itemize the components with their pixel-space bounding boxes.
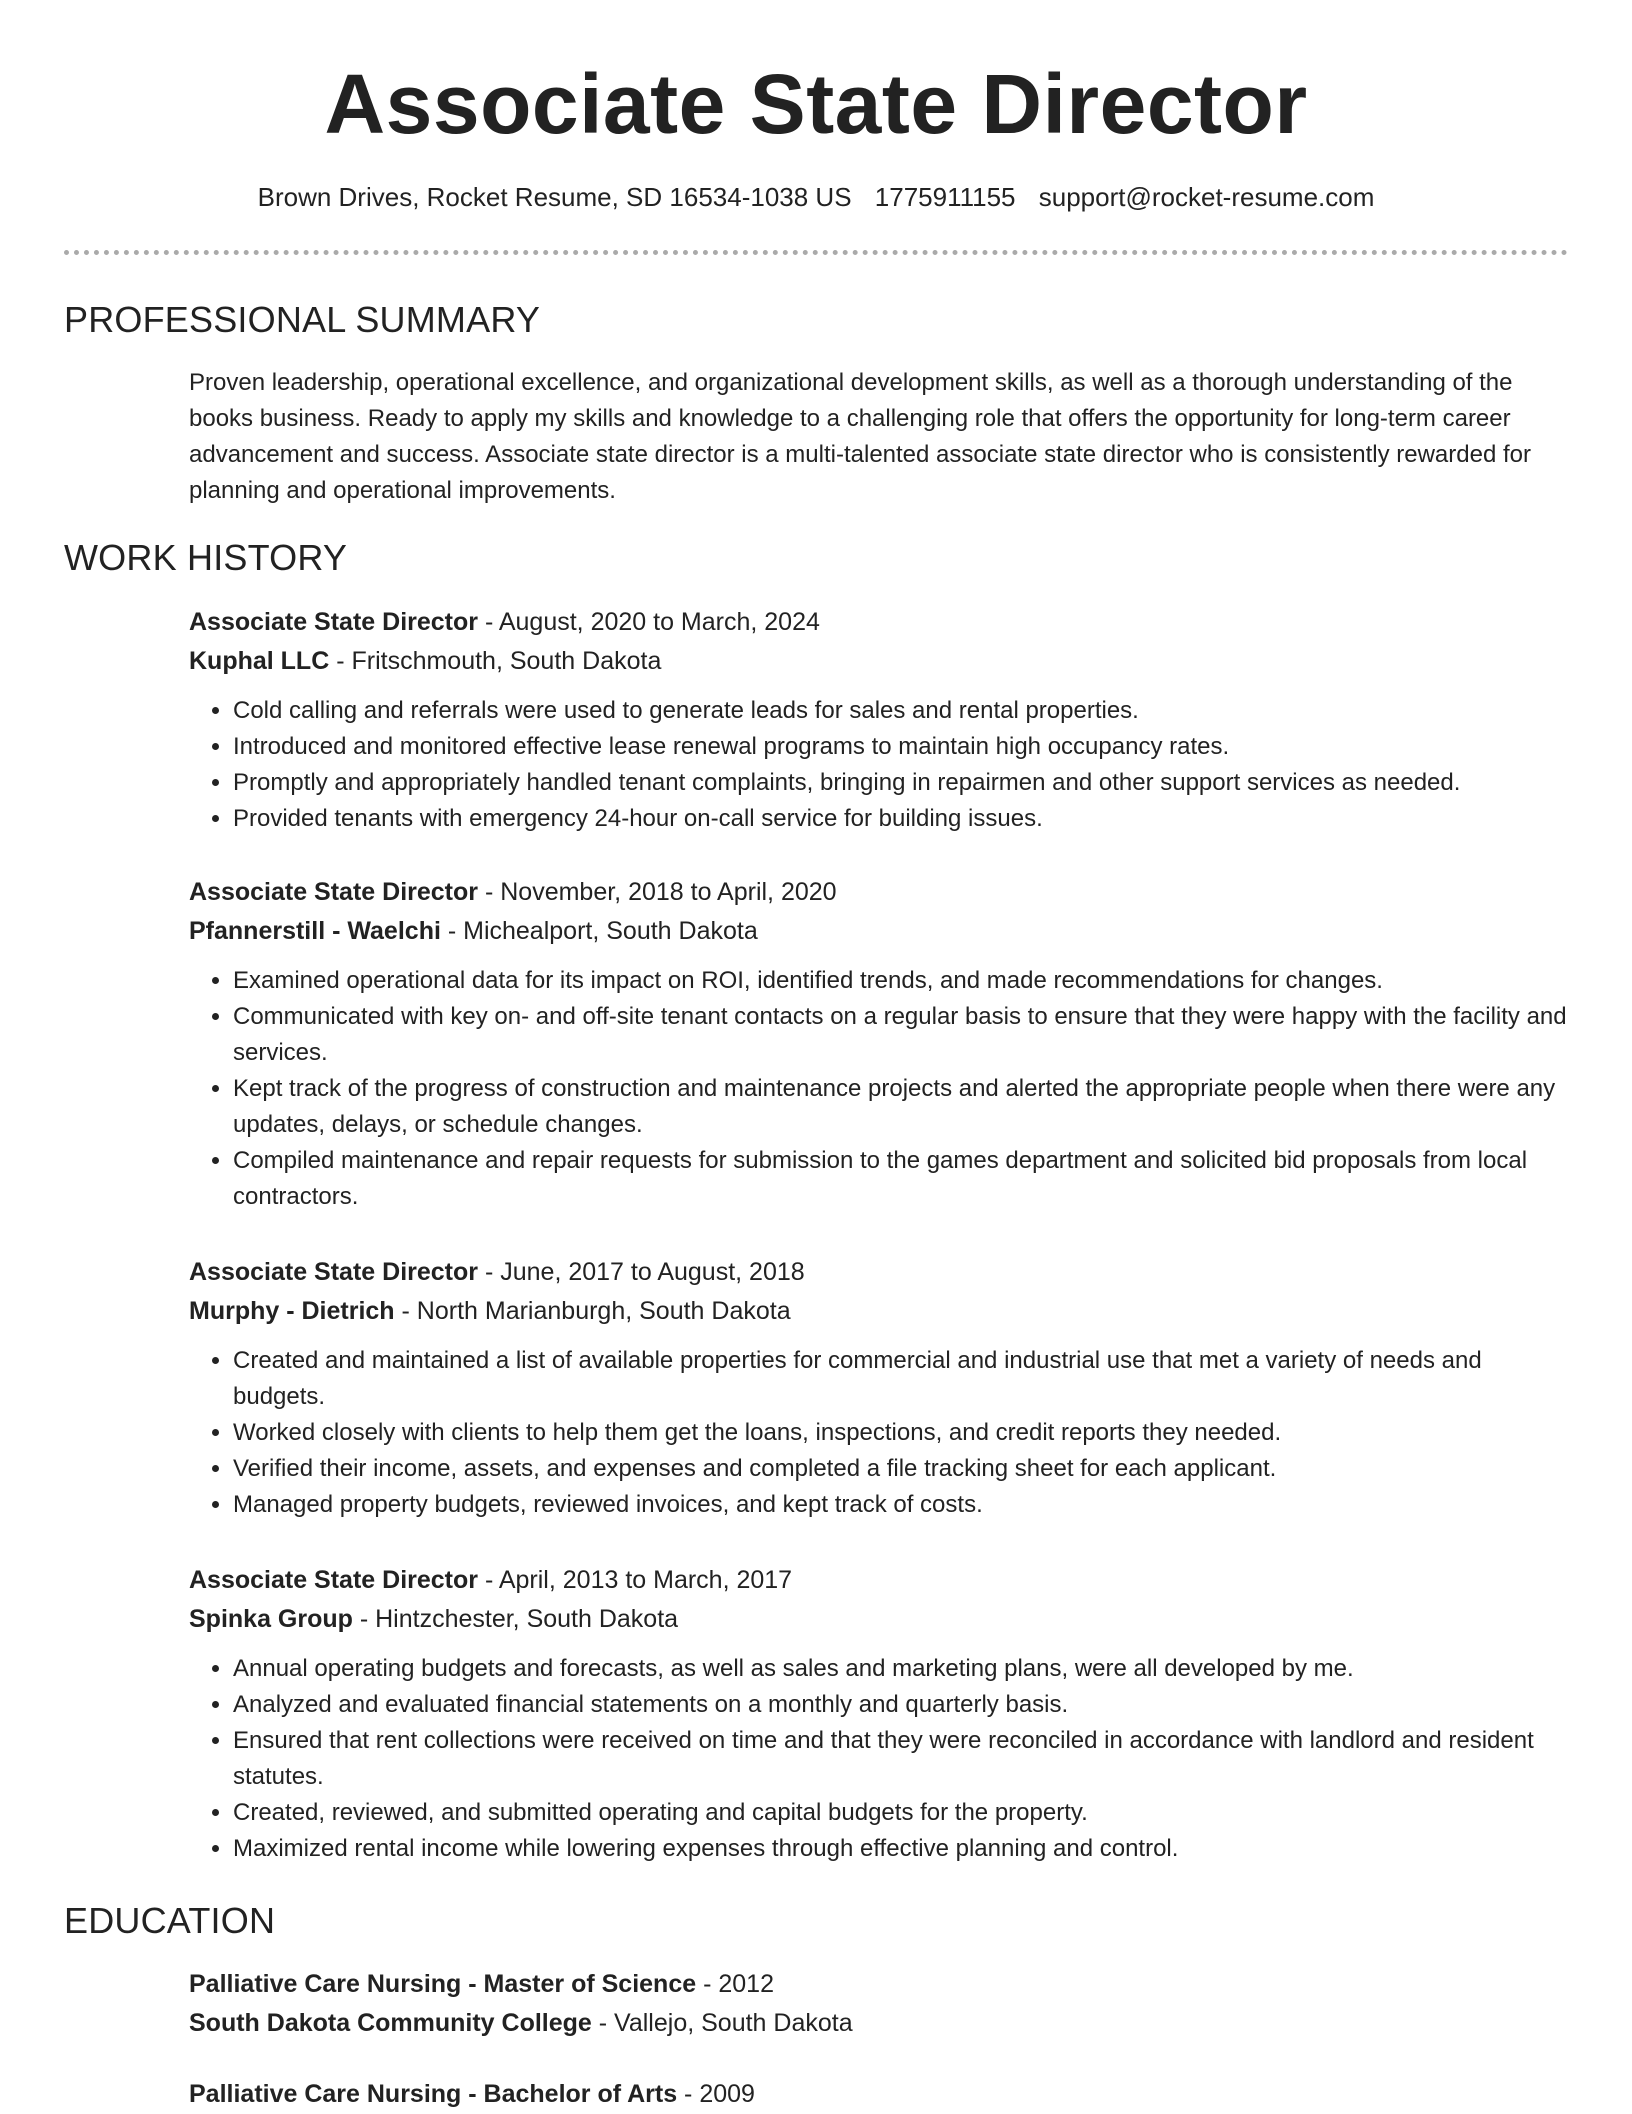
job-bullet: • Kept track of the progress of construction and maintenance projects and alerted the appropriate people when there were any updates, delays, or schedule changes. [233,1071,1568,1143]
job-entry [189,1561,1568,1867]
job-entry [189,873,1568,1215]
job-bullet: • Examined operational data for its impact on ROI, identified trends, and made recommendations for changes. [233,963,1568,999]
contact-line [64,180,1568,214]
education-entry [189,1965,1568,2043]
education-year: - 2009 [677,2080,755,2108]
job-location: - Hintzchester, South Dakota [352,1605,679,1633]
job-role: Associate State Director [189,1566,479,1594]
section-title-work-history: WORK HISTORY [64,537,348,578]
section-title-education: EDUCATION [64,1900,276,1941]
job-bullet: • Managed property budgets, reviewed invoices, and kept track of costs. [233,1487,1568,1523]
job-company-line [189,1600,1568,1639]
job-entry [189,603,1568,837]
job-bullets [189,1343,1568,1523]
job-bullet: • Compiled maintenance and repair requests for submission to the games department and solicited bid proposals from local contractors. [233,1143,1568,1215]
job-dates: - August, 2020 to March, 2024 [478,608,820,636]
job-bullet: • Created, reviewed, and submitted operating and capital budgets for the property. [233,1795,1568,1831]
education-entry [189,2075,1568,2114]
job-bullet: • Ensured that rent collections were received on time and that they were reconciled in accordance with landlord and resident statutes. [233,1723,1568,1795]
job-bullet: • Verified their income, assets, and expenses and completed a file tracking sheet for each applicant. [233,1451,1568,1487]
education-school: South Dakota Community College [189,2009,592,2037]
job-company: Murphy - Dietrich [189,1297,395,1325]
job-bullet: • Maximized rental income while lowering expenses through effective planning and control. [233,1831,1568,1867]
job-dates: - June, 2017 to August, 2018 [478,1258,805,1286]
job-bullet: • Created and maintained a list of available properties for commercial and industrial use that met a variety of needs and budgets. [233,1343,1568,1415]
section-title-summary: PROFESSIONAL SUMMARY [64,299,541,340]
job-company: Pfannerstill - Waelchi [189,917,441,945]
contact-address: Brown Drives, Rocket Resume, SD 16534-1038 US [257,182,852,212]
education-degree: Palliative Care Nursing - Bachelor of Arts [189,2080,678,2108]
education-location: - Vallejo, South Dakota [591,2009,853,2037]
job-bullet: • Introduced and monitored effective lease renewal programs to maintain high occupancy rates. [233,729,1568,765]
header-divider [64,250,1568,255]
job-company-line [189,912,1568,951]
job-title-line [189,1253,1568,1292]
education-year: - 2012 [696,1970,774,1998]
job-bullets [189,1651,1568,1867]
job-bullet: • Cold calling and referrals were used to generate leads for sales and rental properties. [233,693,1568,729]
education-school-line [189,2004,1568,2043]
job-dates: - November, 2018 to April, 2020 [478,878,837,906]
resume-name: Associate State Director [324,57,1308,151]
job-bullets [189,693,1568,837]
education-degree-line [189,1965,1568,2004]
education-degree: Palliative Care Nursing - Master of Science [189,1970,697,1998]
summary-text: Proven leadership, operational excellence, and organizational development skills, as well as a thorough understanding of the books business. Ready to apply my skills and knowledge to a challenging role that offers the opportunity for long-term career advancement and success. Associate state director is a multi-talented associate state director who is consistently rewarded for planning and operational improvements. [189,369,1531,504]
job-dates: - April, 2013 to March, 2017 [478,1566,793,1594]
job-bullet: • Worked closely with clients to help them get the loans, inspections, and credit reports they needed. [233,1415,1568,1451]
contact-email: support@rocket-resume.com [1038,182,1375,212]
job-role: Associate State Director [189,878,479,906]
job-bullet: • Analyzed and evaluated financial statements on a monthly and quarterly basis. [233,1687,1568,1723]
job-company: Spinka Group [189,1605,353,1633]
job-company-line [189,1292,1568,1331]
job-bullet: • Provided tenants with emergency 24-hour on-call service for building issues. [233,801,1568,837]
job-location: - Michealport, South Dakota [440,917,758,945]
job-bullet: • Communicated with key on- and off-site tenant contacts on a regular basis to ensure that they were happy with the facility and services. [233,999,1568,1071]
job-title-line [189,1561,1568,1600]
job-company: Kuphal LLC [189,647,330,675]
education-degree-line [189,2075,1568,2114]
job-bullet: • Promptly and appropriately handled tenant complaints, bringing in repairmen and other support services as needed. [233,765,1568,801]
contact-phone: 1775911155 [874,182,1016,212]
job-location: - North Marianburgh, South Dakota [394,1297,791,1325]
job-location: - Fritschmouth, South Dakota [329,647,662,675]
job-company-line [189,642,1568,681]
job-bullets [189,963,1568,1215]
job-bullet: • Annual operating budgets and forecasts, as well as sales and marketing plans, were all developed by me. [233,1651,1568,1687]
job-title-line [189,873,1568,912]
summary-section [189,365,1568,509]
job-role: Associate State Director [189,608,479,636]
job-role: Associate State Director [189,1258,479,1286]
job-title-line [189,603,1568,642]
job-entry [189,1253,1568,1523]
